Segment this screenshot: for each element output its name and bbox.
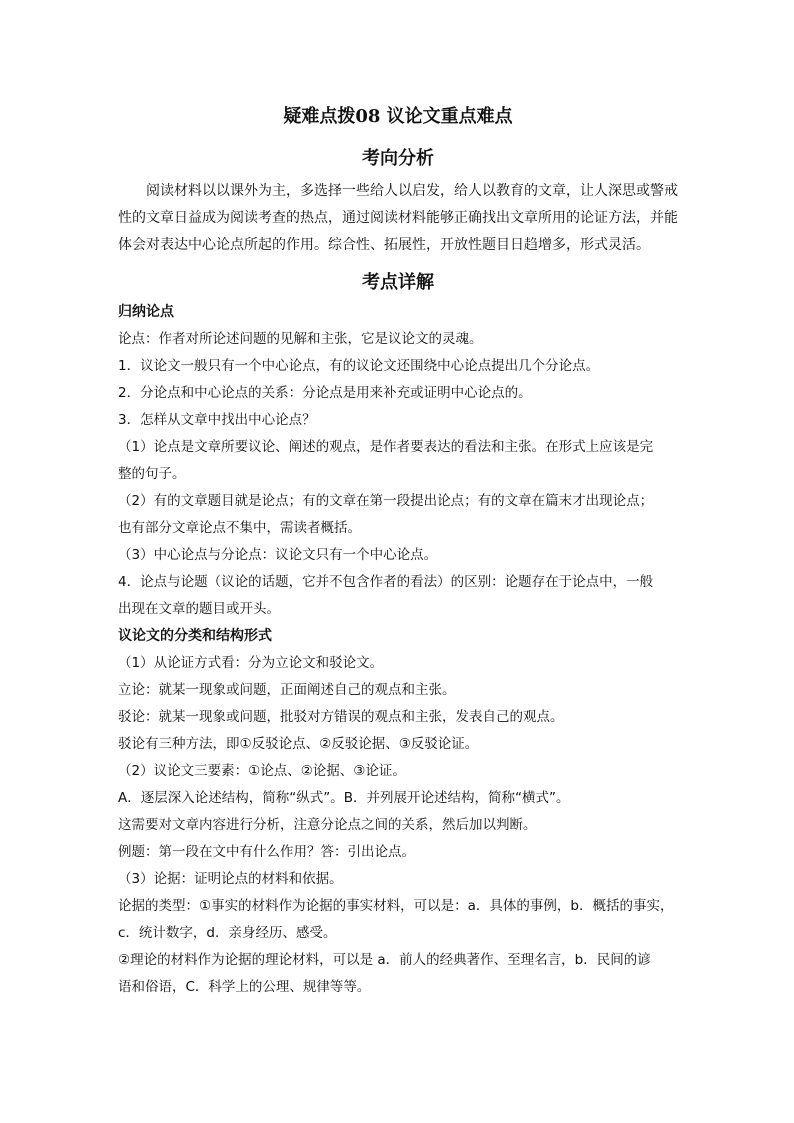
text-line: 立论：就某一现象或问题，正面阐述自己的观点和主张。 [118,682,456,698]
text-line: （2）有的文章题目就是论点；有的文章在第一段提出论点；有的文章在篇末才出现论点； [118,493,654,509]
text-line: 3．怎样从文章中找出中心论点？ [118,412,316,428]
text-line: ②理论的材料作为论据的理论材料，可以是 a．前人的经典著作、至理名言，b．民间的谚 [118,952,651,968]
subheading-classification: 议论文的分类和结构形式 [118,628,272,644]
text-line: 论点：作者对所论述问题的见解和主张，它是议论文的灵魂。 [118,331,483,347]
subheading-inducing-thesis: 归纳论点 [118,304,174,320]
text-line: 这需要对文章内容进行分析，注意分论点之间的关系，然后加以判断。 [118,817,537,833]
text-line: A．逐层深入论述结构，简称“纵式”。B．并列展开论述结构，简称“横式”。 [118,790,570,806]
document-title: 疑难点拨08 议论文重点难点 [283,106,513,127]
text-line: （2）议论文三要素：①论点、②论据、③论证。 [118,763,406,779]
text-line: 1．议论文一般只有一个中心论点，有的议论文还围绕中心论点提出几个分论点。 [118,358,600,374]
text-line: c．统计数字，d．亲身经历、感受。 [118,925,337,941]
text-line: 也有部分文章论点不集中，需读者概括。 [118,520,361,536]
details-body [118,299,678,1001]
text-line: 2．分论点和中心论点的关系：分论点是用来补充或证明中心论点的。 [118,385,532,401]
text-line: （3）论据：证明论点的材料和依据。 [118,871,343,887]
text-line: 语和俗语，C．科学上的公理、规律等等。 [118,979,371,995]
section-title-analysis: 考向分析 [362,148,434,169]
text-line: 驳论有三种方法，即①反驳论点、②反驳论据、③反驳论证。 [118,736,479,752]
intro-paragraph: 阅读材料以以课外为主，多选择一些给人以启发，给人以教育的文章，让人深思或警戒性的文章日益成为阅读考查的热点，通过阅读材料能够正确找出文章所用的论证方法，并能体会对表达中心论点所起的作用。综合性、拓展性，开放性题目日趋增多，形式灵活。 [118,183,678,253]
section-title-details: 考点详解 [362,272,434,293]
text-line: 驳论：就某一现象或问题，批驳对方错误的观点和主张，发表自己的观点。 [118,709,564,725]
text-line: 出现在文章的题目或开头。 [118,601,280,617]
text-line: 例题：第一段在文中有什么作用？答：引出论点。 [118,844,415,860]
text-line: （1）论点是文章所要议论、阐述的观点，是作者要表达的看法和主张。在形式上应该是完 [118,439,654,455]
text-line: 整的句子。 [118,466,186,482]
text-line: （3）中心论点与分论点：议论文只有一个中心论点。 [118,547,438,563]
text-line: （1）从论证方式看：分为立论文和驳论文。 [118,655,384,671]
text-line: 4．论点与论题（议论的话题，它并不包含作者的看法）的区别：论题存在于论点中，一般 [118,574,654,590]
text-line: 论据的类型：①事实的材料作为论据的事实材料，可以是：a．具体的事例，b．概括的事实， [118,898,674,914]
